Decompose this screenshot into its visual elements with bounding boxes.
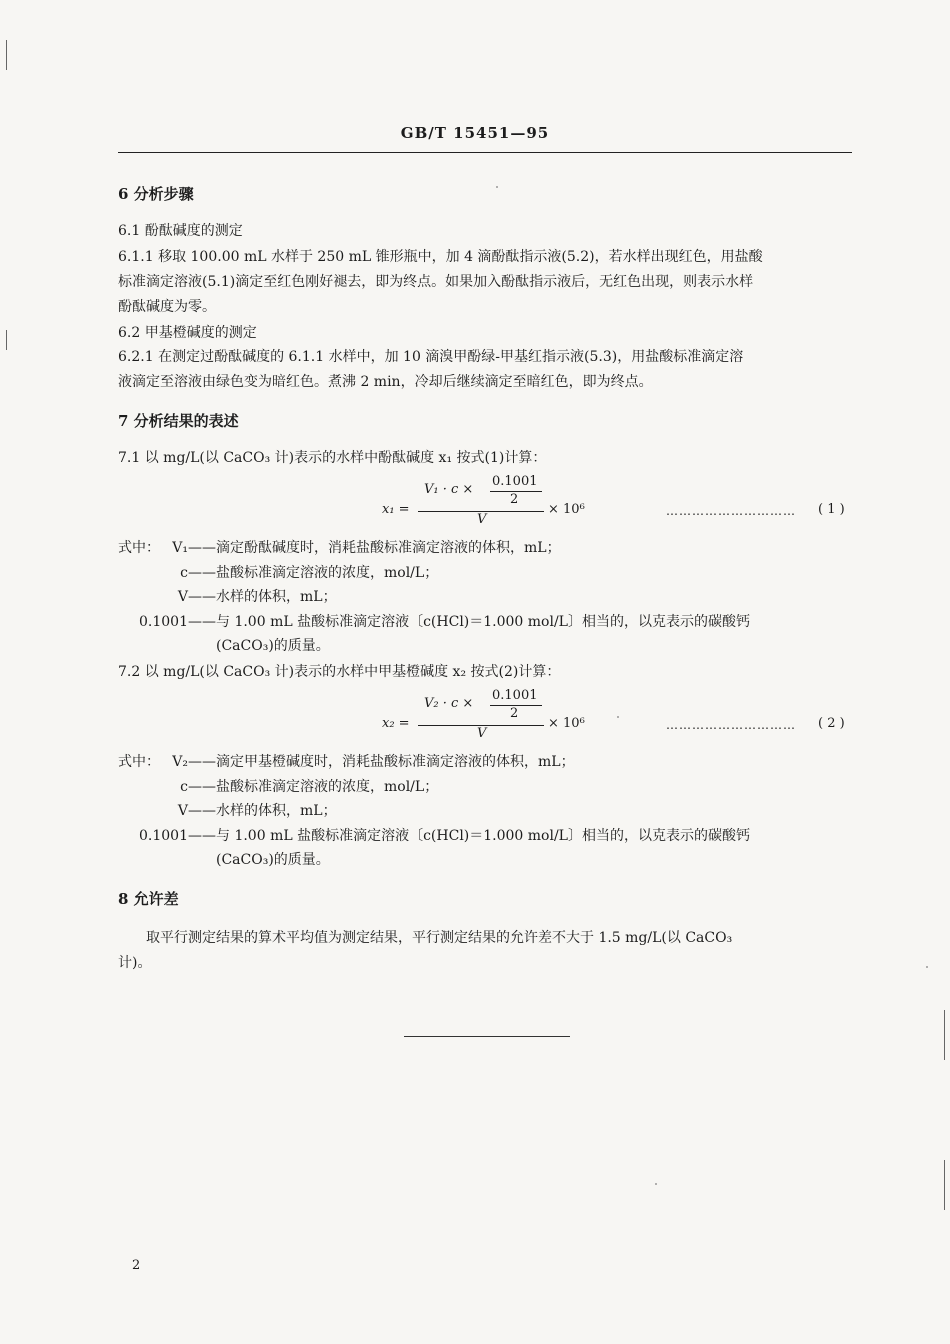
where-2-desc-v2: 滴定甲基橙碱度时，消耗盐酸标准滴定溶液的体积，mL；	[216, 754, 575, 770]
formula-2-label: ( 2 )	[818, 716, 845, 731]
formula-1-inner-denominator: 2	[510, 492, 519, 507]
section-7-2-intro: 7.2 以 mg/L(以 CaCO₃ 计)表示的水样中甲基橙碱度 x₂ 按式(2)计算：	[118, 664, 561, 680]
formula-2-inner-numerator: 0.1001	[492, 688, 538, 703]
where-2-sym-v2: V₂——	[172, 754, 216, 770]
where-2-sym-c: c——	[180, 779, 216, 795]
formula-2-multiplier: × 10⁶	[548, 716, 585, 731]
formula-1-label: ( 1 )	[818, 502, 845, 517]
section-6-1-title: 6.1 酚酞碱度的测定	[118, 223, 243, 239]
section-8-title: 8 允许差	[118, 890, 179, 908]
page-number: 2	[132, 1258, 141, 1273]
where-1-intro: 式中：	[118, 540, 160, 556]
formula-1-leader-dots: …………………………	[666, 504, 796, 518]
section-6-title: 6 分析步骤	[118, 185, 194, 203]
section-7-title: 7 分析结果的表述	[118, 412, 239, 430]
where-2-intro: 式中：	[118, 754, 160, 770]
scan-speck	[617, 716, 619, 718]
section-7-1-intro: 7.1 以 mg/L(以 CaCO₃ 计)表示的水样中酚酞碱度 x₁ 按式(1)计算：	[118, 450, 547, 466]
where-1-desc-constant: 与 1.00 mL 盐酸标准滴定溶液〔c(HCl)＝1.000 mol/L〕相当的，以克表示的碳酸钙	[216, 614, 750, 630]
section-8-line-1: 取平行测定结果的算术平均值为测定结果，平行测定结果的允许差不大于 1.5 mg/L(以 CaCO₃	[146, 930, 733, 946]
formula-2-inner-denominator: 2	[510, 706, 519, 721]
formula-2-denominator: V	[477, 726, 487, 741]
scan-margin-mark	[6, 40, 7, 70]
formula-2-lhs: x₂ =	[382, 716, 410, 731]
formula-1-multiplier: × 10⁶	[548, 502, 585, 517]
header-rule	[118, 152, 852, 153]
where-2-desc-constant: 与 1.00 mL 盐酸标准滴定溶液〔c(HCl)＝1.000 mol/L〕相当的，以克表示的碳酸钙	[216, 828, 750, 844]
where-1-desc-volume: 水样的体积，mL；	[216, 589, 337, 605]
formula-2-leader-dots: …………………………	[666, 718, 796, 732]
where-1-desc-constant-cont: (CaCO₃)的质量。	[216, 638, 330, 654]
formula-1-denominator: V	[477, 512, 487, 527]
where-1-sym-v1: V₁——	[172, 540, 216, 556]
scan-margin-mark	[944, 1160, 945, 1210]
where-2-sym-constant: 0.1001——	[139, 828, 216, 844]
section-6-1-1-line-3: 酚酞碱度为零。	[118, 299, 216, 315]
where-2-desc-c: 盐酸标准滴定溶液的浓度，mol/L；	[216, 779, 439, 795]
scan-margin-mark	[6, 330, 7, 350]
section-6-2-1-line-2: 液滴定至溶液由绿色变为暗红色。煮沸 2 min，冷却后继续滴定至暗红色，即为终点。	[118, 374, 653, 390]
section-6-1-1-line-2: 标准滴定溶液(5.1)滴定至红色刚好褪去，即为终点。如果加入酚酞指示液后，无红色出现，则表示水样	[118, 274, 754, 290]
scan-speck	[655, 1183, 657, 1185]
where-2-sym-v: V——	[177, 803, 216, 819]
where-1-desc-c: 盐酸标准滴定溶液的浓度，mol/L；	[216, 565, 439, 581]
scan-margin-mark	[944, 1010, 945, 1060]
where-1-desc-v1: 滴定酚酞碱度时，消耗盐酸标准滴定溶液的体积，mL；	[216, 540, 561, 556]
formula-1-inner-numerator: 0.1001	[492, 474, 538, 489]
standard-code-header: GB/T 15451—95	[400, 124, 550, 142]
where-1-sym-constant: 0.1001——	[139, 614, 216, 630]
section-6-2-1-line-1: 6.2.1 在测定过酚酞碱度的 6.1.1 水样中，加 10 滴溴甲酚绿-甲基红指示液(5.3)，用盐酸标准滴定溶	[118, 349, 744, 365]
where-1-sym-c: c——	[180, 565, 216, 581]
scan-speck	[926, 966, 928, 968]
where-1-sym-v: V——	[177, 589, 216, 605]
scan-speck	[496, 186, 498, 188]
end-rule	[404, 1036, 570, 1037]
section-6-2-title: 6.2 甲基橙碱度的测定	[118, 325, 257, 341]
formula-1-lhs: x₁ =	[382, 502, 410, 517]
where-2-desc-constant-cont: (CaCO₃)的质量。	[216, 852, 330, 868]
where-2-desc-volume: 水样的体积，mL；	[216, 803, 337, 819]
formula-1-numerator: V₁ · c ×	[424, 482, 474, 497]
section-8-line-2: 计)。	[118, 955, 152, 971]
section-6-1-1-line-1: 6.1.1 移取 100.00 mL 水样于 250 mL 锥形瓶中，加 4 滴酚酞指示液(5.2)，若水样出现红色，用盐酸	[118, 249, 763, 265]
formula-2-numerator: V₂ · c ×	[424, 696, 474, 711]
